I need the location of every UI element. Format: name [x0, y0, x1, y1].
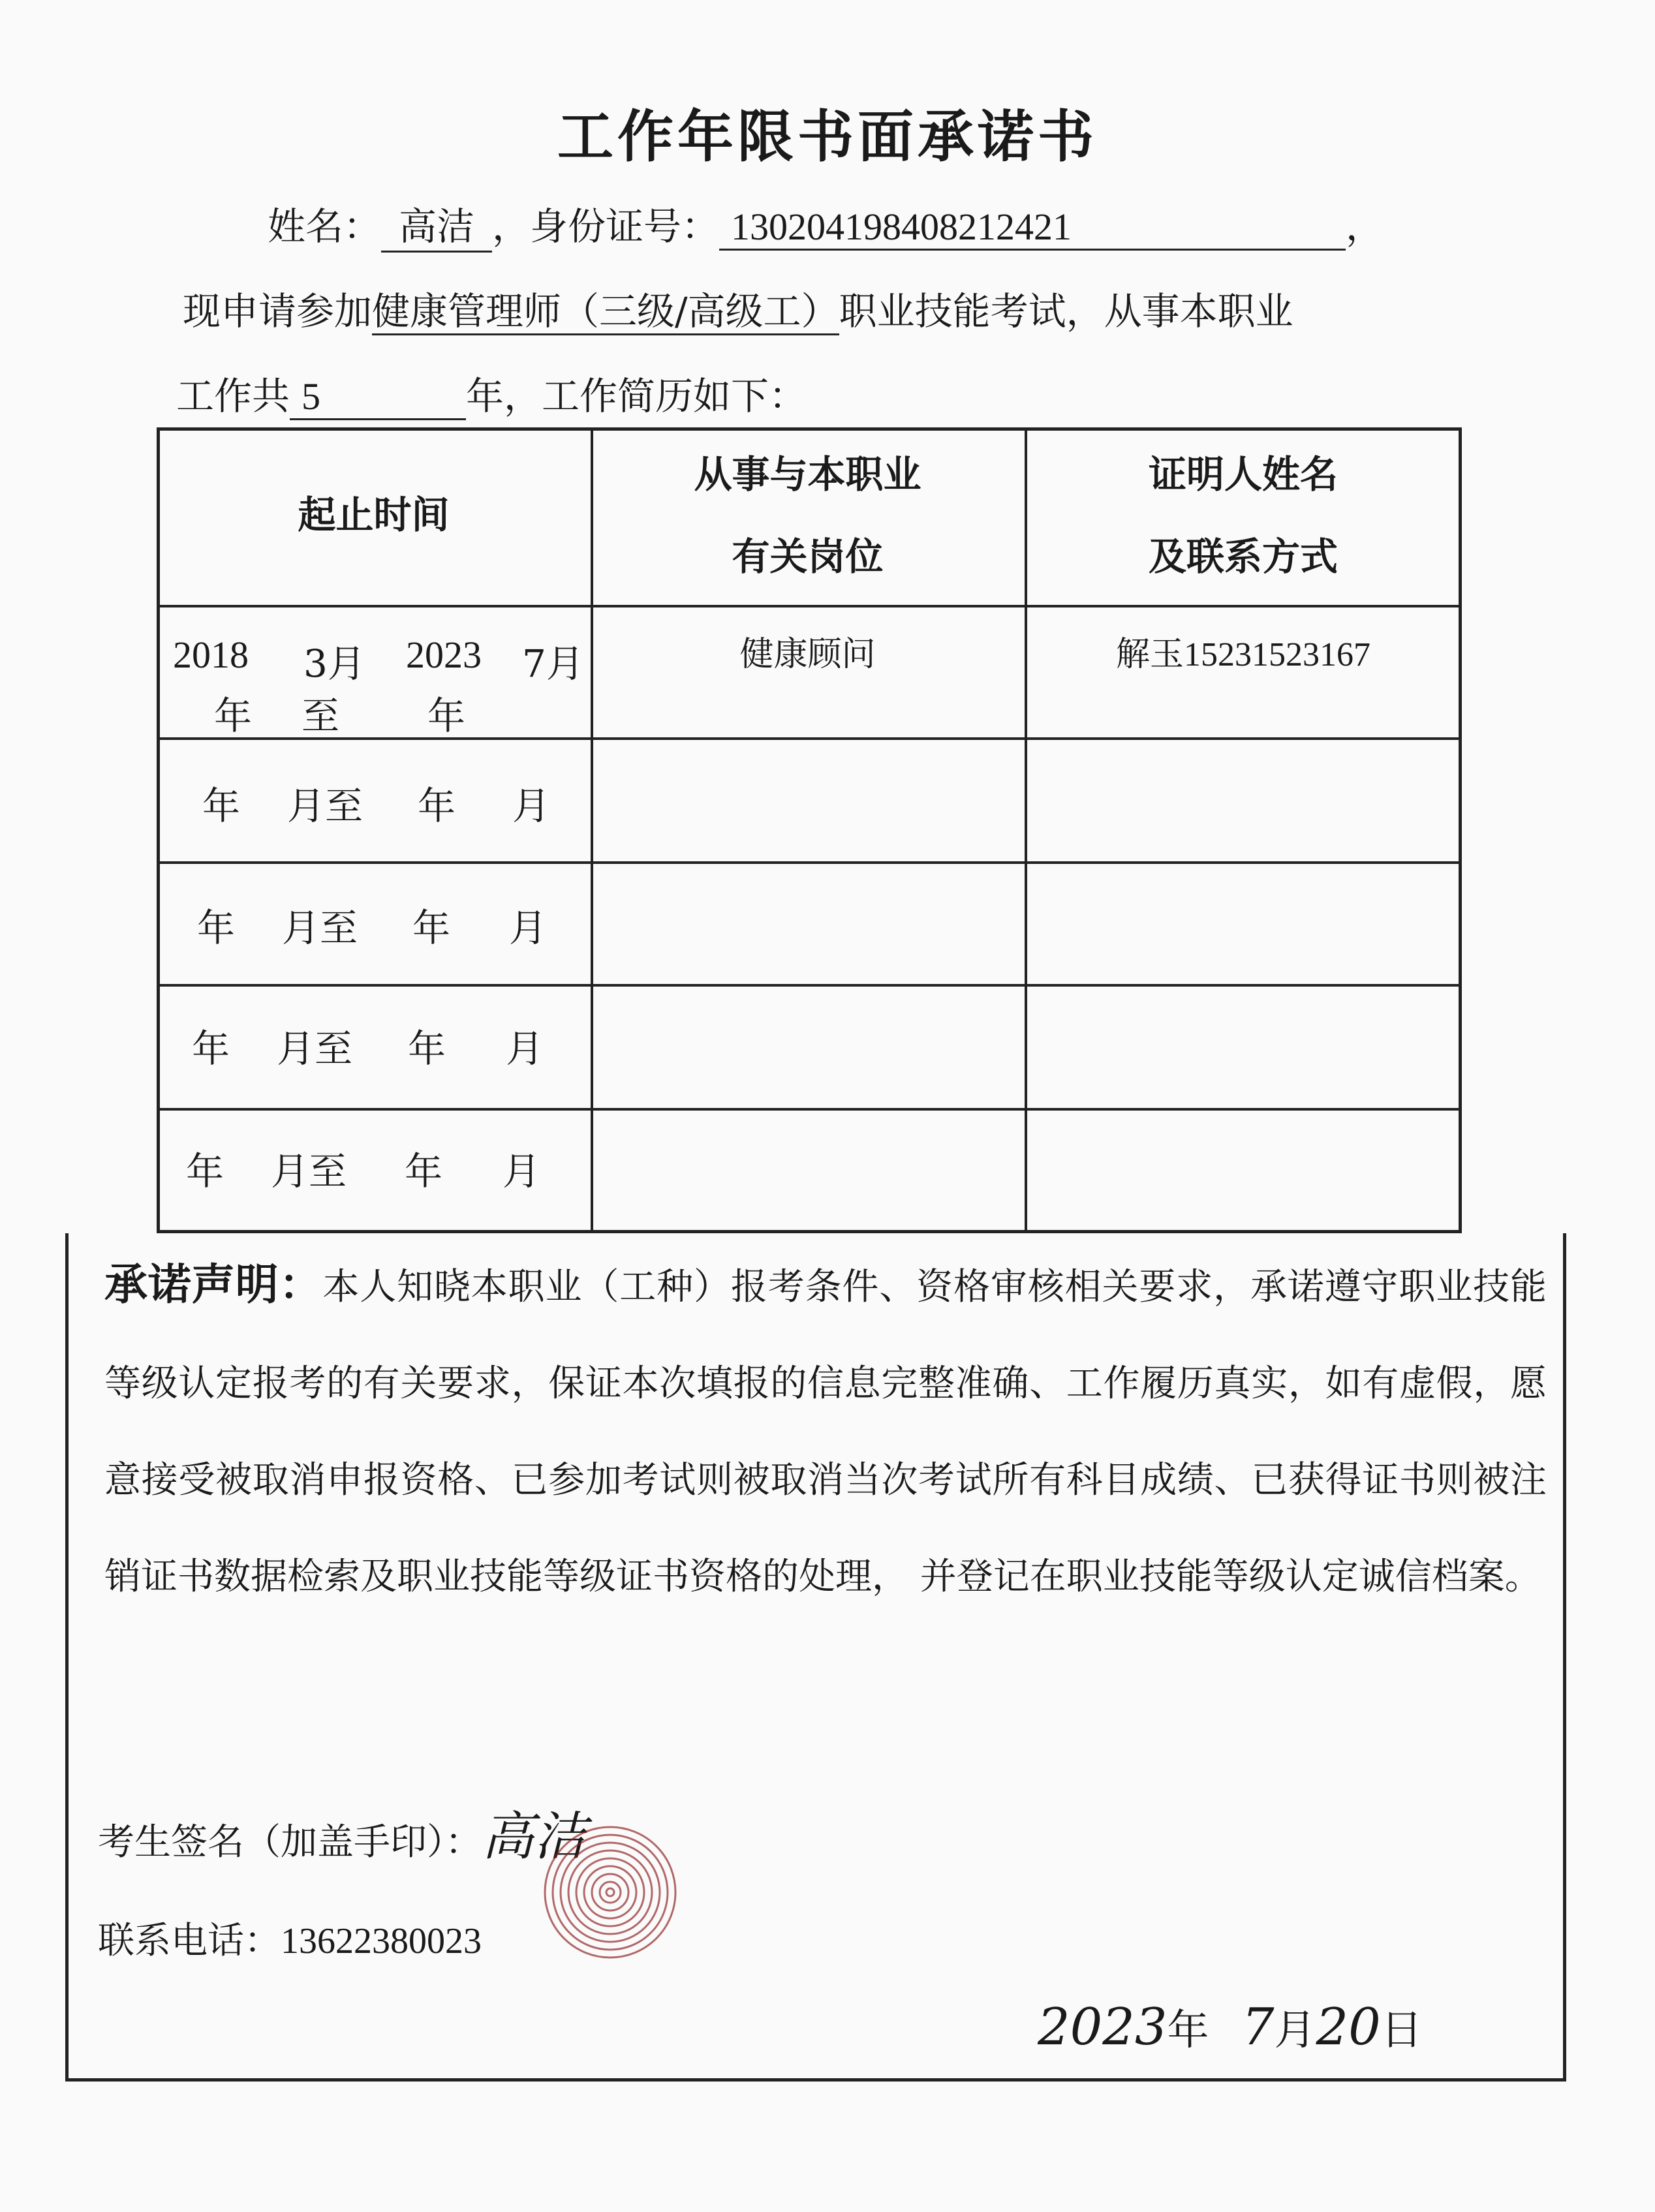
row4-month-to: 月至 [277, 1026, 353, 1071]
signature-line [98, 1794, 586, 1869]
declaration-heading: 承诺声明： [104, 1259, 323, 1310]
occupation-field: 健康管理师（三级/高级工） [372, 289, 839, 335]
row1-to-label: 至 [302, 694, 340, 738]
years-prefix: 工作共 [176, 374, 290, 418]
row3-month-to: 月至 [282, 906, 358, 950]
row2-month-to: 月至 [287, 784, 363, 828]
phone-label: 联系电话： [98, 1920, 281, 1962]
row4-period [157, 984, 591, 1108]
date-day: 20 [1316, 1998, 1381, 2057]
row4-month: 月 [506, 1026, 544, 1071]
application-line [183, 281, 1293, 335]
row3-period [157, 861, 591, 984]
date-day-label: 日 [1380, 2006, 1423, 2055]
row1-year-label-2: 年 [427, 694, 466, 738]
row5-year2: 年 [405, 1149, 443, 1193]
date-month-label: 月 [1274, 2006, 1316, 2055]
row2-year2: 年 [418, 784, 456, 828]
date-year-label: 年 [1167, 2006, 1209, 2055]
application-suffix: 职业技能考试，从事本职业 [839, 289, 1293, 333]
row5-month: 月 [503, 1149, 541, 1193]
row5-year: 年 [186, 1149, 224, 1193]
id-label: ，身份证号： [492, 204, 720, 249]
row1-witness: 解玉15231523167 [1115, 636, 1370, 673]
row2-year: 年 [202, 784, 241, 828]
row5-month-to: 月至 [271, 1149, 347, 1193]
header-position-line2: 有关岗位 [732, 534, 884, 579]
header-position-line1: 从事与本职业 [694, 452, 921, 497]
phone-line [98, 1912, 482, 1964]
row1-start-year: 2018 [173, 634, 249, 676]
row1-start-month: 3月 [303, 641, 365, 686]
row5-period [157, 1108, 591, 1233]
row1-end-month: 7月 [522, 641, 584, 686]
row3-year: 年 [197, 906, 236, 950]
row4-year2: 年 [408, 1026, 446, 1071]
years-line [176, 365, 807, 420]
row4-year: 年 [192, 1026, 230, 1071]
name-field: 高洁 [381, 196, 492, 253]
application-prefix: 现申请参加 [183, 289, 373, 333]
phone-number: 13622380023 [281, 1921, 482, 1961]
row3-month: 月 [509, 906, 548, 950]
name-label: 姓名： [268, 204, 382, 249]
document-title: 工作年限书面承诺书 [557, 104, 1098, 170]
applicant-line [268, 196, 1384, 253]
row3-year2: 年 [412, 906, 451, 950]
header-witness-line1: 证明人姓名 [1148, 452, 1338, 497]
date-year: 2023 [1038, 1998, 1168, 2057]
declaration [104, 1237, 1547, 1625]
row2-month: 月 [512, 784, 551, 828]
handwritten-signature: 高洁 [482, 1806, 586, 1867]
row2-period [157, 737, 591, 861]
years-suffix: 年，工作简历如下： [466, 374, 807, 418]
resume-table [157, 427, 1462, 1233]
row1-end-year: 2023 [406, 634, 482, 676]
row1-period [157, 427, 591, 737]
declaration-text: 本人知晓本职业（工种）报考条件、资格审核相关要求，承诺遵守职业技能等级认定报考的有关要求，保证本次填报的信息完整准确、工作履历真实，如有虚假，愿意接受被取消申报资格、已参加考试则被取消当次考试所有科目成绩、已获得证书则被注销证书数据检索及职业技能等级证书资格的处理， 并登记在职业技能等级认定诚信档案。 [104, 1266, 1547, 1598]
years-field: 5 [290, 375, 466, 420]
id-suffix: ， [1346, 204, 1384, 249]
signature-label: 考生签名（加盖手印）： [98, 1821, 482, 1864]
header-period: 起止时间 [298, 493, 450, 537]
row1-position: 健康顾问 [739, 635, 876, 674]
id-number-field: 130204198408212421 [719, 205, 1346, 251]
row1-year-label-1: 年 [214, 694, 253, 738]
signing-date [1038, 1997, 1423, 2057]
header-witness-line2: 及联系方式 [1148, 534, 1338, 579]
date-month: 7 [1241, 1998, 1275, 2057]
fingerprint-mark [532, 1817, 688, 1967]
